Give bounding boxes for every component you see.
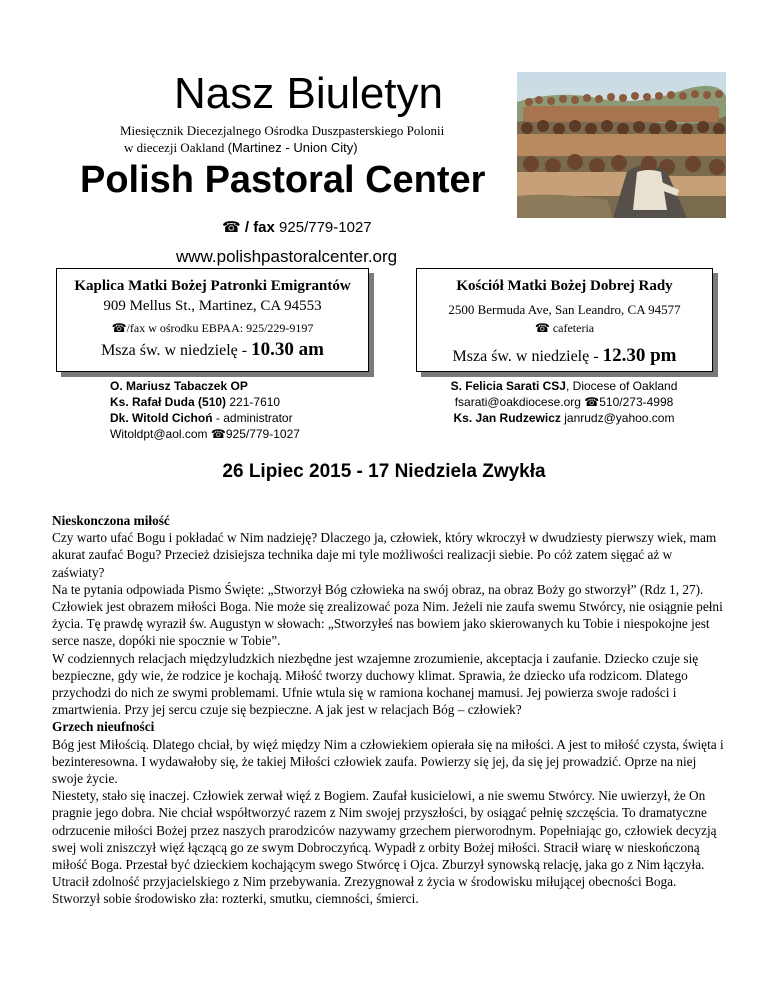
right-clergy-list — [414, 378, 714, 426]
clergy-contact: fsarati@oakdiocese.org ☎510/273-4998 — [454, 395, 674, 409]
left-parish-name: Kaplica Matki Bożej Patronki Emigrantów — [74, 278, 351, 294]
left-clergy-list — [110, 378, 300, 442]
phone-icon: ☎ — [222, 219, 241, 236]
left-mass-time: 10.30 am — [251, 339, 324, 360]
clergy-line: S. Felicia Sarati CSJ, Diocese of Oakland — [450, 379, 678, 393]
phone-number: 925/779-1027 — [274, 219, 372, 236]
phone-icon: ☎ — [210, 427, 226, 441]
clergy-contact: Witoldpt@aol.com ☎925/779-1027 — [110, 427, 300, 441]
right-parish-address: 2500 Bermuda Ave, San Leandro, CA 94577 — [448, 302, 681, 317]
phone-fax-label: / fax — [240, 219, 275, 236]
clergy-line: Dk. Witold Cichoń - administrator — [110, 411, 293, 425]
left-parish-mass: Msza św. w niedzielę - 10.30 am — [101, 339, 324, 360]
section-heading: Nieskonczona miłość — [52, 513, 170, 528]
clergy-line: O. Mariusz Tabaczek OP — [110, 379, 248, 393]
phone-icon: ☎ — [584, 395, 600, 409]
sermon-on-the-mount-illustration — [517, 72, 726, 218]
bulletin-subtitle — [120, 122, 444, 156]
bulletin-title: Nasz Biuletyn — [174, 69, 444, 118]
left-parish-phone: ☎/fax w ośrodku EBPAA: 925/229-9197 — [111, 321, 314, 335]
paragraph: Na te pytania odpowiada Pismo Święte: „Stworzył Bóg człowieka na swój obraz, na obraz Boży go stworzył” (Rdz 1, 27). Człowiek jest obrazem miłości Boga. Nie może się zrealizować poza Nim. Jeżeli nie zaufa swemu Stwórcy, nie osiągnie pełni życia. Tę prawdę wyraził św. Augustyn w słowach: „Stworzyłeś nas bowiem jako skierowanych ku Tobie i niespokojne jest serce nasze, dopóki nie spocznie w Tobie”. — [52, 581, 723, 649]
right-parish-name: Kościół Matki Bożej Dobrej Rady — [456, 278, 673, 294]
section-heading: Grzech nieufności — [52, 719, 155, 735]
right-parish-mass: Msza św. w niedzielę - 12.30 pm — [452, 345, 677, 366]
center-name: Polish Pastoral Center — [80, 159, 486, 201]
subtitle-line2 — [120, 139, 444, 156]
paragraph: Bóg jest Miłością. Dlatego chciał, by więź między Nim a człowiekiem opierała się na miłości. A jest to miłość czysta, święta i bezinteresowna. I wydawałoby się, że takiej Miłości człowiek zaufa. Powierzy się jej, da się jej prowadzić. Oprze na niej swoje życie. — [52, 736, 724, 787]
subtitle-location: (Martinez - Union City) — [227, 140, 358, 155]
right-parish-box — [416, 268, 713, 372]
phone-icon: ☎ — [111, 321, 127, 335]
right-parish-phone: ☎ cafeteria — [534, 321, 595, 335]
right-mass-time: 12.30 pm — [602, 345, 677, 366]
paragraph: Niestety, stało się inaczej. Człowiek zerwał więź z Bogiem. Zaufał kusicielowi, a nie swemu Stwórcy. Nie uwierzył, że On pragnie jego dobra. Nie chciał współtworzyć razem z Nim swojej przyszłości, by osiągać pełnię szczęścia. To dramatyczne odrzucenie miłości Bożej przez naszych prarodziców nazywamy grzechem pierworodnym. Popełniając go, człowiek decyzją swej woli zniszczył więź łączącą go ze swym Dobroczyńcą. Wypadł z orbity Bożej miłości. Stracił wiarę w nieskończoną miłość Boga. Przestał być dzieckiem kochającym swego Stwórcę i Ojca. Zburzył synowską relację, jaka go z Nim łączyła. Utracił zdolność przyjacielskiego z Nim przebywania. Zrezygnował z życia w środowisku miłującej obecności Boga. Stworzył sobie środowisko zła: rozterki, smutku, ciemności, śmierci. — [52, 788, 717, 907]
email-link[interactable]: janrudz@yahoo.com — [560, 411, 675, 425]
email-link[interactable]: fsarati@oakdiocese.org — [454, 395, 585, 409]
clergy-line: Ks. Rafał Duda (510) 221-7610 — [110, 395, 281, 409]
subtitle-diocese: w diecezji Oakland — [124, 140, 225, 155]
center-phone — [222, 218, 372, 238]
phone-icon: ☎ — [534, 321, 550, 335]
subtitle-line1: Miesięcznik Diecezjalnego Ośrodka Duszpasterskiego Polonii — [120, 123, 445, 138]
paragraph: Czy warto ufać Bogu i pokładać w Nim nadzieję? Dlaczego ja, człowiek, który wkroczył w dwudziesty pierwszy wiek, mam akurat zaufać Bogu? Przecież dzisiejsza technika daje mi tyle możliwości realizacji siebie. Po cóż zatem sięgać aż w zaświaty? — [52, 530, 717, 580]
left-parish-address: 909 Mellus St., Martinez, CA 94553 — [103, 298, 322, 314]
website-link[interactable]: www.polishpastoralcenter.org — [176, 247, 398, 266]
article-body — [52, 512, 724, 908]
email-link[interactable]: Witoldpt@aol.com — [110, 427, 211, 441]
date-heading: 26 Lipiec 2015 - 17 Niedziela Zwykła — [222, 461, 546, 482]
left-parish-box — [56, 268, 369, 372]
clergy-line: Ks. Jan Rudzewicz janrudz@yahoo.com — [453, 411, 675, 425]
paragraph: W codziennych relacjach międzyludzkich niezbędne jest wzajemne zrozumienie, akceptacja i zaufanie. Dziecko czuje się bezpieczne, gdy wie, że rodzice je kochają. Miłość tworzy duchowy klimat. Sprawia, że dziecko ufa rodzicom. Dlatego przychodzi do nich ze swymi problemami. Ufnie wtula się w ramiona kochanej mamusi. Jej powierza swoje radości i zmartwienia. Przy jej sercu czuje się bezpieczne. A jak jest w relacjach Bóg – człowiek? — [52, 650, 699, 718]
